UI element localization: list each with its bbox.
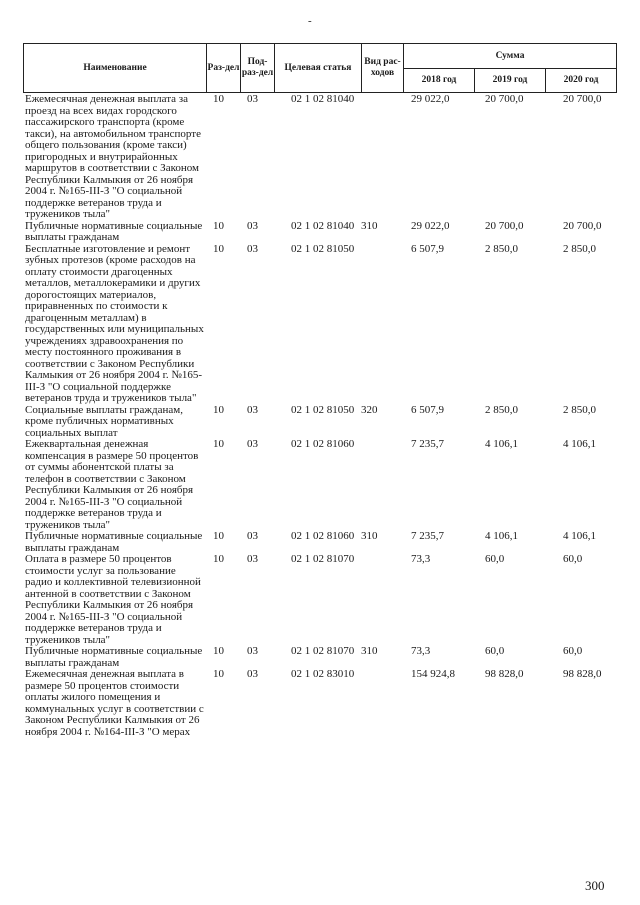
row-sum-2019: 20 700,0 [485,93,524,105]
row-name: Ежемесячная денежная выплата за проезд на всех видах городского пассажирского транспорта (кроме такси), на автомобильном транспорте общего пользования (кроме такси) пригородных и внутрирайонных маршрутов в соответствии с Законом Республики Калмыкия от 26 ноября 2004 г. №165-III-З "О социальной поддержке ветеранов труда и тружеников тыла" [25,93,201,220]
row-razdel: 10 [213,553,224,565]
table-row [25,646,616,669]
table-header [23,43,617,93]
row-sum-2020: 60,0 [563,645,583,657]
row-razdel: 10 [213,438,224,450]
row-sum-2020: 60,0 [563,553,583,565]
header-year-2018: 2018 год [404,69,475,93]
row-sum-2019: 4 106,1 [485,438,518,450]
row-name: Социальные выплаты гражданам, кроме публичных нормативных социальных выплат [25,403,183,439]
row-vid: 310 [361,530,378,542]
row-sum-2020: 4 106,1 [563,438,596,450]
row-sum-2019: 20 700,0 [485,219,524,232]
row-podrazdel: 03 [247,242,258,255]
row-sum-2020: 2 850,0 [563,403,596,416]
row-name: Бесплатные изготовление и ремонт зубных протезов (кроме расходов на оплату стоимости драгоценных металлов, металлокерамики и других дорогостоящих материалов, приравненных по стоимости к драгоценным металлам) в государственных или муниципальных учреждениях здравоохранения по месту постоянного проживания в соответствии с Законом Республики Калмыкия от 26 ноября 2004 г. №165-III-З "О социальной поддержке ветеранов труда и тружеников тыла" [25,242,204,404]
row-celevaya: 02 1 02 81070 [291,645,355,657]
row-razdel: 10 [213,219,224,232]
row-celevaya: 02 1 02 81050 [291,403,355,416]
row-podrazdel: 03 [247,530,258,542]
table-row [25,94,616,221]
row-razdel: 10 [213,403,224,416]
row-celevaya: 02 1 02 83010 [291,668,355,680]
row-podrazdel: 03 [247,93,258,105]
row-podrazdel: 03 [247,645,258,657]
row-celevaya: 02 1 02 81060 [291,530,355,542]
row-sum-2019: 2 850,0 [485,242,518,255]
header-celevaya: Целевая статья [275,44,362,93]
table-row [25,221,616,244]
table-row [25,405,616,440]
row-sum-2020: 2 850,0 [563,242,596,255]
row-razdel: 10 [213,645,224,657]
row-sum-2019: 4 106,1 [485,530,518,542]
table-row [25,554,616,646]
header-name: Наименование [24,44,207,93]
row-sum-2019: 2 850,0 [485,403,518,416]
row-name: Оплата в размере 50 процентов стоимости услуг за пользование радио и коллективной телевизионной антенной в соответствии с Законом Республики Калмыкия от 26 ноября 2004 г. №165-III-З "О социальной поддержке ветеранов труда и тружеников тыла" [25,553,201,646]
row-name: Ежемесячная денежная выплата в размере 50 процентов стоимости оплаты жилого помещения и коммунальных услуг в соответствии с Законом Республики Калмыкия от 26 ноября 2004 г. №164-III-З "О мерах [25,668,204,738]
row-razdel: 10 [213,93,224,105]
top-mark: - [308,15,312,27]
row-sum-2018: 154 924,8 [411,668,455,680]
table-body [25,94,616,738]
row-sum-2019: 60,0 [485,553,505,565]
row-podrazdel: 03 [247,668,258,680]
row-sum-2018: 29 022,0 [411,93,450,105]
header-vid: Вид рас-ходов [362,44,404,93]
row-sum-2020: 4 106,1 [563,530,596,542]
row-sum-2018: 29 022,0 [411,219,450,232]
row-sum-2019: 98 828,0 [485,668,524,680]
row-sum-2018: 6 507,9 [411,403,444,416]
row-sum-2020: 98 828,0 [563,668,602,680]
row-name: Публичные нормативные социальные выплаты гражданам [25,219,203,243]
row-sum-2018: 7 235,7 [411,530,444,542]
row-celevaya: 02 1 02 81060 [291,438,355,450]
row-razdel: 10 [213,668,224,680]
row-podrazdel: 03 [247,438,258,450]
table-row [25,531,616,554]
header-year-2020: 2020 год [546,69,617,93]
row-razdel: 10 [213,242,224,255]
page-number: 300 [585,878,605,893]
row-sum-2018: 7 235,7 [411,438,444,450]
header-year-2019: 2019 год [475,69,546,93]
row-name: Ежеквартальная денежная компенсация в размере 50 процентов от суммы абонентской платы за телефон в соответствии с Законом Республики Калмыкия от 26 ноября 2004 г. №165-III-З "О социальной поддержке ветеранов труда и тружеников тыла" [25,438,199,531]
row-podrazdel: 03 [247,553,258,565]
row-vid: 320 [361,403,378,416]
row-podrazdel: 03 [247,403,258,416]
row-sum-2018: 73,3 [411,553,431,565]
row-sum-2018: 6 507,9 [411,242,444,255]
row-celevaya: 02 1 02 81050 [291,242,355,255]
header-razdel: Раз-дел [207,44,241,93]
row-vid: 310 [361,219,378,232]
row-sum-2020: 20 700,0 [563,93,602,105]
row-razdel: 10 [213,530,224,542]
row-sum-2020: 20 700,0 [563,219,602,232]
row-vid: 310 [361,645,378,657]
table-row [25,244,616,405]
row-sum-2018: 73,3 [411,645,431,657]
row-name: Публичные нормативные социальные выплаты гражданам [25,645,203,669]
row-name: Публичные нормативные социальные выплаты гражданам [25,530,203,554]
row-podrazdel: 03 [247,219,258,232]
header-summa: Сумма [404,44,617,69]
row-celevaya: 02 1 02 81040 [291,219,355,232]
row-sum-2019: 60,0 [485,645,505,657]
row-celevaya: 02 1 02 81040 [291,93,355,105]
table-row [25,669,616,738]
header-podrazdel: Под-раз-дел [241,44,275,93]
row-celevaya: 02 1 02 81070 [291,553,355,565]
table-row [25,439,616,531]
